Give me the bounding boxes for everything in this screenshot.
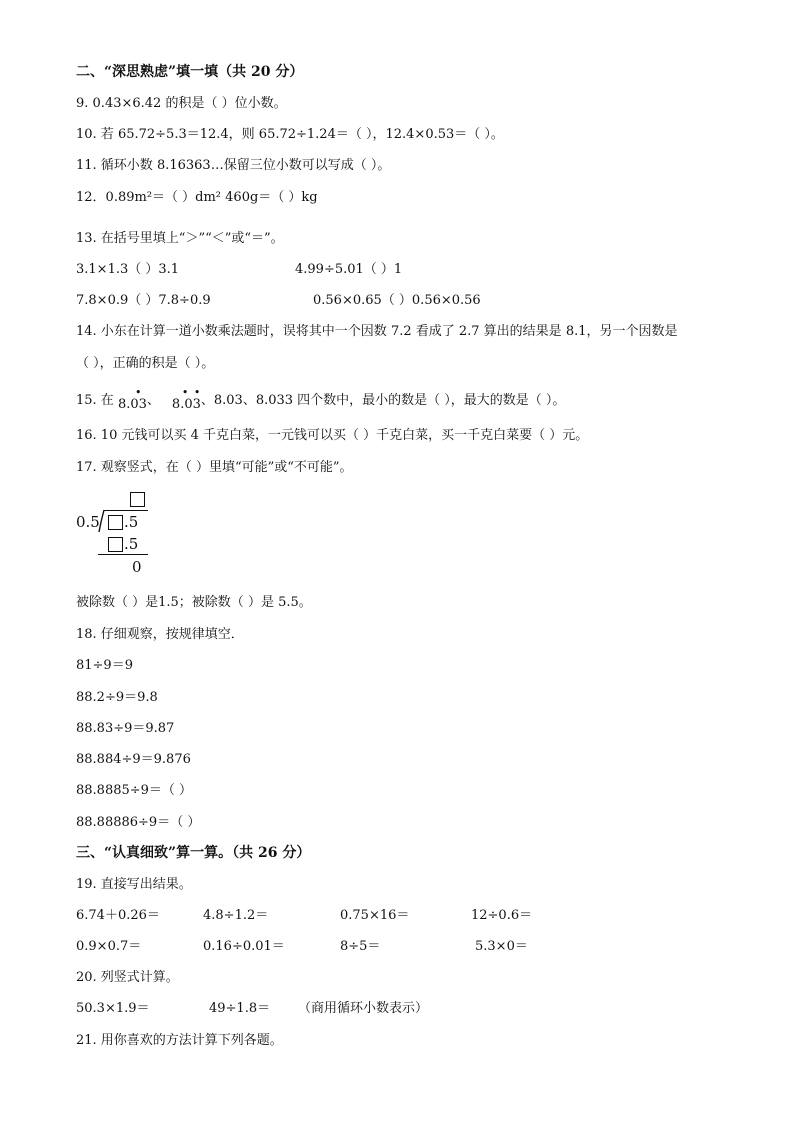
remainder: 0 [132,558,142,576]
repeat-dot-marks: • • [181,386,202,399]
mental-math-item: 8÷5＝ [340,939,381,954]
question-15-prefix: 15. 在 [76,393,114,408]
mental-math-item: 6.74＋0.26＝ [76,908,160,923]
product-blank-box [108,537,123,552]
repeat-dot-marks: • [134,386,143,399]
pattern-row: 88.88886÷9＝（ ） [76,815,201,830]
question-12: 12．0.89m²＝（ ）dm² 460g＝（ ）kg [76,190,318,205]
subtraction-line [98,554,148,555]
question-20: 20. 列竖式计算。 [76,970,179,985]
question-14-line-2: （ ），正确的积是（ ）。 [76,356,215,371]
question-17: 17. 观察竖式，在（ ）里填“可能”或“不可能”。 [76,460,353,475]
question-13-item-a: 3.1×1.3（ ）3.1 [76,262,180,277]
question-10: 10. 若 65.72÷5.3＝12.4，则 65.72÷1.24＝（ ），12.4×0.53＝（ ）。 [76,127,504,142]
question-21: 21. 用你喜欢的方法计算下列各题。 [76,1033,283,1048]
repeating-decimal-1: • 8.03 [117,386,147,412]
product-digit: .5 [124,535,139,553]
mental-math-item: 12÷0.6＝ [471,908,533,923]
pattern-row: 88.884÷9＝9.876 [76,752,191,767]
mental-math-item: 0.16÷0.01＝ [203,939,285,954]
pattern-row: 88.8885÷9＝（ ） [76,783,193,798]
mental-math-item: 0.9×0.7＝ [76,939,142,954]
dividend-digit: .5 [124,513,139,531]
divisor: 0.5 [76,513,100,531]
written-calc-item: 50.3×1.9＝ [76,1001,150,1016]
question-14-line-1: 14. 小东在计算一道小数乘法题时，误将其中一个因数 7.2 看成了 2.7 算出的结果是 8.1，另一个因数是 [76,324,678,339]
mental-math-item: 0.75×16＝ [340,908,410,923]
question-18: 18. 仔细观察，按规律填空． [76,627,244,642]
question-15-separator: 、 [146,393,160,408]
question-19: 19. 直接写出结果。 [76,877,192,892]
written-calc-note: （商用循环小数表示） [298,1001,429,1016]
mental-math-item: 4.8÷1.2＝ [203,908,269,923]
written-calc-item: 49÷1.8＝ [209,1001,271,1016]
question-11: 11. 循环小数 8.16363…保留三位小数可以写成（ ）。 [76,158,391,173]
question-15 [76,386,566,412]
question-15-suffix: 、8.03、8.033 四个数中，最小的数是（ ），最大的数是（ ）。 [200,393,566,408]
mental-math-item: 5.3×0＝ [475,939,528,954]
pattern-row: 88.83÷9＝9.87 [76,721,175,736]
question-17-answer: 被除数（ ）是1.5；被除数（ ）是 5.5。 [76,595,312,610]
question-16: 16. 10 元钱可以买 4 千克白菜，一元钱可以买（ ）千克白菜，买一千克白菜要（ ）元。 [76,428,589,443]
pattern-row: 81÷9＝9 [76,658,133,673]
division-bar [104,510,148,511]
pattern-row: 88.2÷9＝9.8 [76,690,158,705]
dividend-blank-box [108,515,123,530]
repeating-decimal-2: • • 8.03 [171,386,202,412]
question-13-item-d: 0.56×0.65（ ）0.56×0.56 [313,293,481,308]
section-2-title: 二、“深思熟虑”填一填（共 20 分） [76,64,304,80]
question-13-item-c: 7.8×0.9（ ）7.8÷0.9 [76,293,211,308]
question-13: 13. 在括号里填上“＞”“＜”或“＝”。 [76,231,284,246]
question-9: 9. 0.43×6.42 的积是（ ）位小数。 [76,96,287,111]
quotient-blank-box [130,492,145,507]
question-13-item-b: 4.99÷5.01（ ）1 [295,262,403,277]
section-3-title: 三、“认真细致”算一算。（共 26 分） [76,845,311,861]
